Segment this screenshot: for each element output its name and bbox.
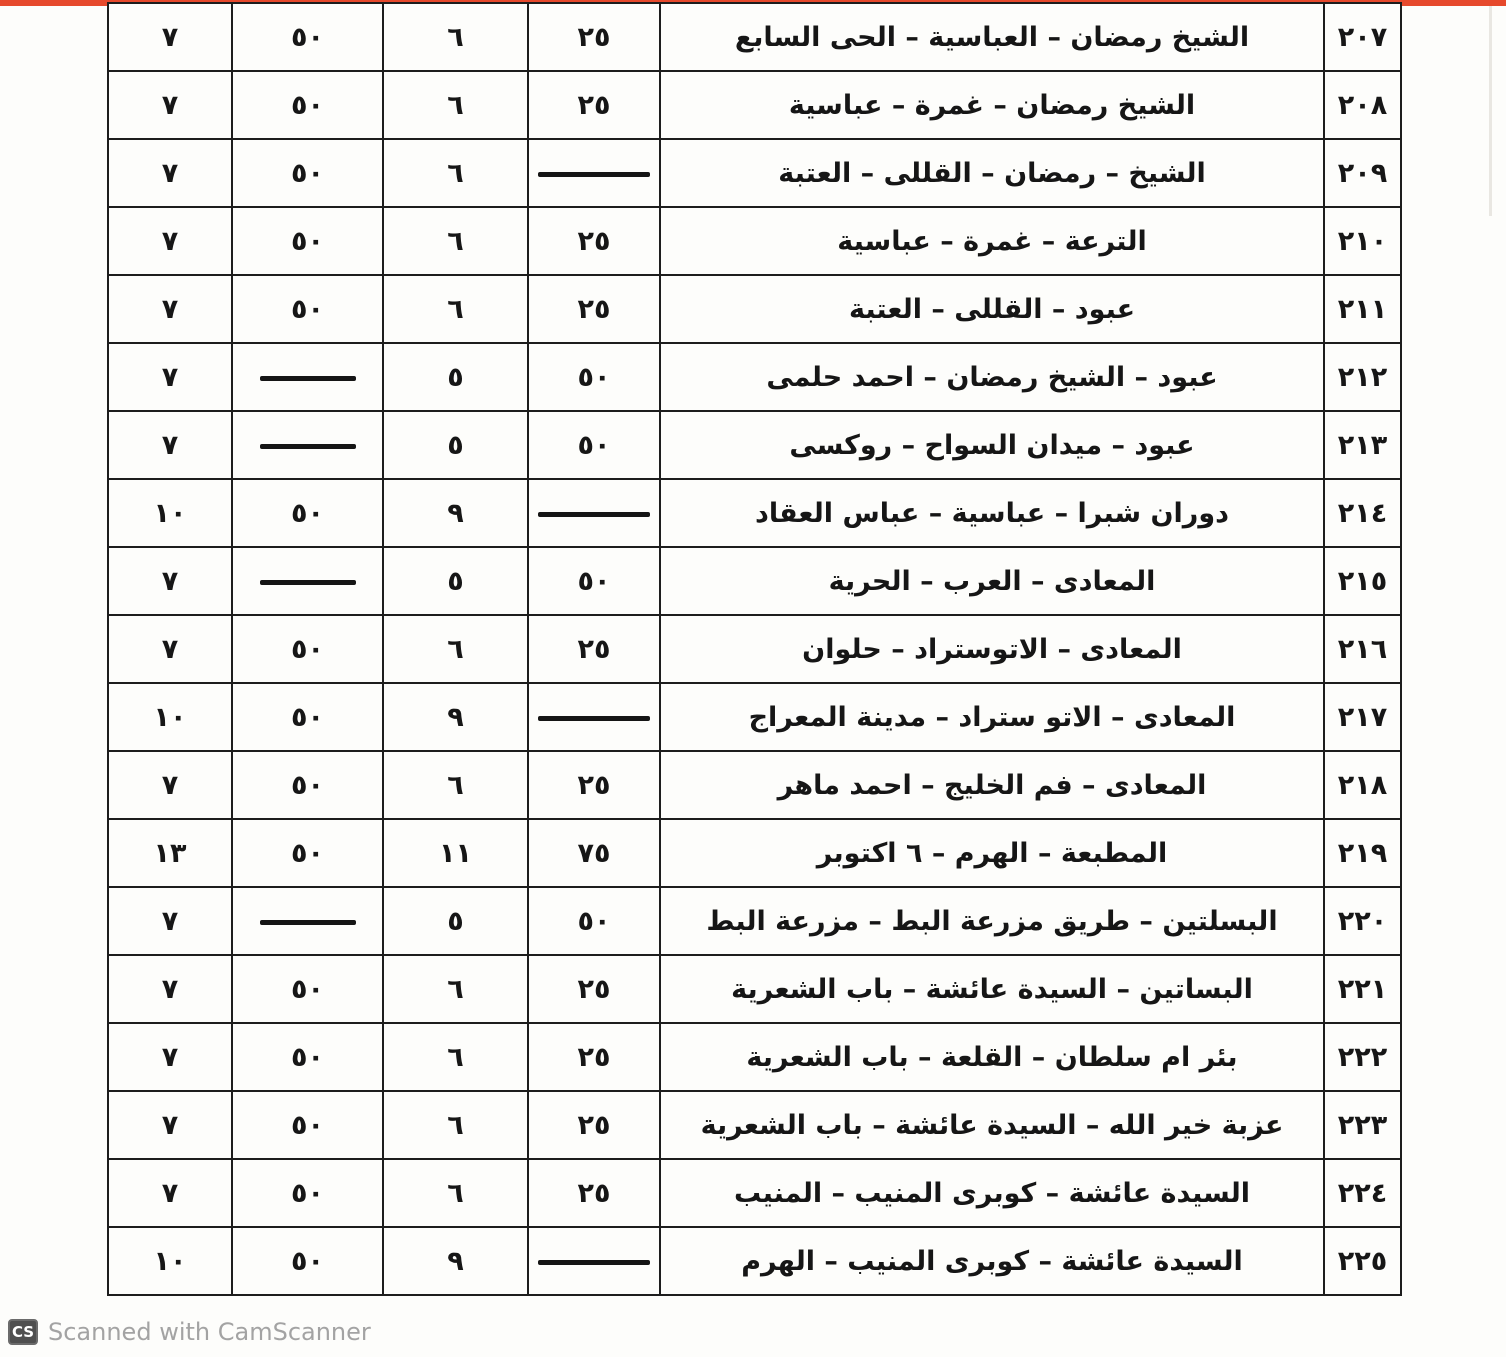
cell-c4: ٢٥: [528, 275, 660, 343]
cell-c3: ٦: [383, 615, 528, 683]
cell-c3: ٦: [383, 955, 528, 1023]
cell-c2: ٥٠: [232, 1159, 383, 1227]
cell-c2: ٥٠: [232, 207, 383, 275]
cell-c4: ٢٥: [528, 207, 660, 275]
cell-c1: ٧: [108, 411, 232, 479]
cell-c3: ٩: [383, 479, 528, 547]
cell-no: ٢٢١: [1324, 955, 1401, 1023]
dash-mark: [538, 716, 650, 721]
cell-no: ٢١٠: [1324, 207, 1401, 275]
table-row: [108, 683, 1401, 751]
dash-mark: [538, 1260, 650, 1265]
cell-name: عبود – الشيخ رمضان – احمد حلمى: [660, 343, 1324, 411]
cell-c1: ٧: [108, 751, 232, 819]
cell-no: ٢٢٣: [1324, 1091, 1401, 1159]
cell-c4: ٢٥: [528, 955, 660, 1023]
cell-no: ٢٠٩: [1324, 139, 1401, 207]
cell-c4: ٢٥: [528, 615, 660, 683]
routes-fare-table: [107, 2, 1402, 1296]
cell-no: ٢٠٧: [1324, 3, 1401, 71]
cell-name: الشيخ رمضان – غمرة – عباسية: [660, 71, 1324, 139]
cell-c3: ٦: [383, 275, 528, 343]
cell-c1: ٧: [108, 615, 232, 683]
cell-c4: [528, 1227, 660, 1295]
cell-c1: ٧: [108, 1159, 232, 1227]
cell-c1: ٧: [108, 207, 232, 275]
cell-c2: ٥٠: [232, 479, 383, 547]
dash-mark: [538, 172, 650, 177]
cell-name: عبود – ميدان السواح – روكسى: [660, 411, 1324, 479]
table-row: [108, 1227, 1401, 1295]
cell-c4: [528, 479, 660, 547]
cell-c3: ٥: [383, 343, 528, 411]
cell-c2: ٥٠: [232, 71, 383, 139]
cell-no: ٢٠٨: [1324, 71, 1401, 139]
dash-mark: [260, 920, 356, 925]
cell-no: ٢٢٠: [1324, 887, 1401, 955]
cell-c2: [232, 887, 383, 955]
cell-c4: ٥٠: [528, 411, 660, 479]
cell-c2: ٥٠: [232, 1023, 383, 1091]
cell-c4: ٢٥: [528, 3, 660, 71]
cell-no: ٢١٦: [1324, 615, 1401, 683]
cell-name: المعادى – العرب – الحرية: [660, 547, 1324, 615]
cell-c4: ٧٥: [528, 819, 660, 887]
dash-mark: [260, 580, 356, 585]
cell-c2: ٥٠: [232, 3, 383, 71]
cell-c3: ٦: [383, 751, 528, 819]
cell-no: ٢١٣: [1324, 411, 1401, 479]
cell-c4: [528, 139, 660, 207]
cell-c3: ٩: [383, 683, 528, 751]
cell-name: الشيخ رمضان – العباسية – الحى السابع: [660, 3, 1324, 71]
fare-table-body: [108, 3, 1401, 1295]
table-row: [108, 819, 1401, 887]
cell-c3: ١١: [383, 819, 528, 887]
table-row: [108, 1023, 1401, 1091]
table-row: [108, 479, 1401, 547]
table-row: [108, 411, 1401, 479]
cell-c4: ٢٥: [528, 751, 660, 819]
cell-c2: ٥٠: [232, 1091, 383, 1159]
camscanner-watermark: [8, 1318, 371, 1346]
cell-c3: ٥: [383, 411, 528, 479]
table-row: [108, 751, 1401, 819]
cell-name: المطبعة – الهرم – ٦ اكتوبر: [660, 819, 1324, 887]
cell-c1: ٧: [108, 887, 232, 955]
cell-c2: ٥٠: [232, 615, 383, 683]
cell-name: السيدة عائشة – كوبرى المنيب – الهرم: [660, 1227, 1324, 1295]
cell-name: الترعة – غمرة – عباسية: [660, 207, 1324, 275]
cell-no: ٢٢٤: [1324, 1159, 1401, 1227]
cell-name: دوران شبرا – عباسية – عباس العقاد: [660, 479, 1324, 547]
camscanner-badge-icon: CS: [8, 1319, 38, 1345]
table-row: [108, 547, 1401, 615]
cell-name: البساتين – السيدة عائشة – باب الشعرية: [660, 955, 1324, 1023]
table-row: [108, 887, 1401, 955]
cell-c2: [232, 343, 383, 411]
cell-name: السيدة عائشة – كوبرى المنيب – المنيب: [660, 1159, 1324, 1227]
cell-name: بئر ام سلطان – القلعة – باب الشعرية: [660, 1023, 1324, 1091]
cell-c2: ٥٠: [232, 683, 383, 751]
cell-c3: ٦: [383, 1023, 528, 1091]
dash-mark: [538, 512, 650, 517]
cell-no: ٢٢٢: [1324, 1023, 1401, 1091]
cell-name: المعادى – فم الخليج – احمد ماهر: [660, 751, 1324, 819]
cell-no: ٢٢٥: [1324, 1227, 1401, 1295]
cell-c4: ٢٥: [528, 1023, 660, 1091]
dash-mark: [260, 376, 356, 381]
cell-name: البسلتين – طريق مزرعة البط – مزرعة البط: [660, 887, 1324, 955]
cell-c2: ٥٠: [232, 275, 383, 343]
cell-c3: ٦: [383, 1091, 528, 1159]
cell-c4: ٢٥: [528, 71, 660, 139]
dash-mark: [260, 444, 356, 449]
cell-c2: [232, 411, 383, 479]
cell-no: ٢١٢: [1324, 343, 1401, 411]
table-row: [108, 71, 1401, 139]
cell-c1: ٧: [108, 1091, 232, 1159]
table-row: [108, 1159, 1401, 1227]
table-row: [108, 955, 1401, 1023]
cell-no: ٢١٧: [1324, 683, 1401, 751]
cell-name: المعادى – الاتو ستراد – مدينة المعراج: [660, 683, 1324, 751]
cell-c4: ٢٥: [528, 1091, 660, 1159]
table-row: [108, 139, 1401, 207]
table-row: [108, 1091, 1401, 1159]
cell-c2: ٥٠: [232, 1227, 383, 1295]
cell-c4: ٥٠: [528, 343, 660, 411]
cell-no: ٢١٨: [1324, 751, 1401, 819]
cell-c4: ٥٠: [528, 547, 660, 615]
cell-c3: ٦: [383, 207, 528, 275]
cell-name: الشيخ – رمضان – القللى – العتبة: [660, 139, 1324, 207]
cell-c1: ٧: [108, 275, 232, 343]
cell-c3: ٦: [383, 139, 528, 207]
scan-edge-streak: [1489, 6, 1492, 216]
cell-c3: ٦: [383, 3, 528, 71]
table-row: [108, 615, 1401, 683]
cell-c1: ١٠: [108, 1227, 232, 1295]
cell-c1: ٧: [108, 3, 232, 71]
cell-c3: ٥: [383, 887, 528, 955]
cell-c1: ٧: [108, 343, 232, 411]
cell-c1: ١٣: [108, 819, 232, 887]
cell-name: المعادى – الاتوستراد – حلوان: [660, 615, 1324, 683]
cell-c3: ٦: [383, 1159, 528, 1227]
cell-name: عبود – القللى – العتبة: [660, 275, 1324, 343]
cell-c1: ٧: [108, 547, 232, 615]
cell-no: ٢١٥: [1324, 547, 1401, 615]
cell-c2: ٥٠: [232, 751, 383, 819]
cell-c4: [528, 683, 660, 751]
cell-c1: ٧: [108, 955, 232, 1023]
cell-c3: ٦: [383, 71, 528, 139]
cell-c1: ٧: [108, 71, 232, 139]
cell-c3: ٥: [383, 547, 528, 615]
table-row: [108, 3, 1401, 71]
cell-c4: ٢٥: [528, 1159, 660, 1227]
cell-c1: ١٠: [108, 479, 232, 547]
table-row: [108, 275, 1401, 343]
camscanner-watermark-text: Scanned with CamScanner: [48, 1318, 371, 1346]
cell-c4: ٥٠: [528, 887, 660, 955]
cell-no: ٢١١: [1324, 275, 1401, 343]
cell-name: عزبة خير الله – السيدة عائشة – باب الشعرية: [660, 1091, 1324, 1159]
cell-c1: ٧: [108, 139, 232, 207]
cell-c2: [232, 547, 383, 615]
cell-c1: ٧: [108, 1023, 232, 1091]
cell-c2: ٥٠: [232, 139, 383, 207]
table-row: [108, 343, 1401, 411]
cell-c1: ١٠: [108, 683, 232, 751]
cell-c2: ٥٠: [232, 955, 383, 1023]
cell-c3: ٩: [383, 1227, 528, 1295]
table-row: [108, 207, 1401, 275]
cell-no: ٢١٤: [1324, 479, 1401, 547]
cell-no: ٢١٩: [1324, 819, 1401, 887]
cell-c2: ٥٠: [232, 819, 383, 887]
